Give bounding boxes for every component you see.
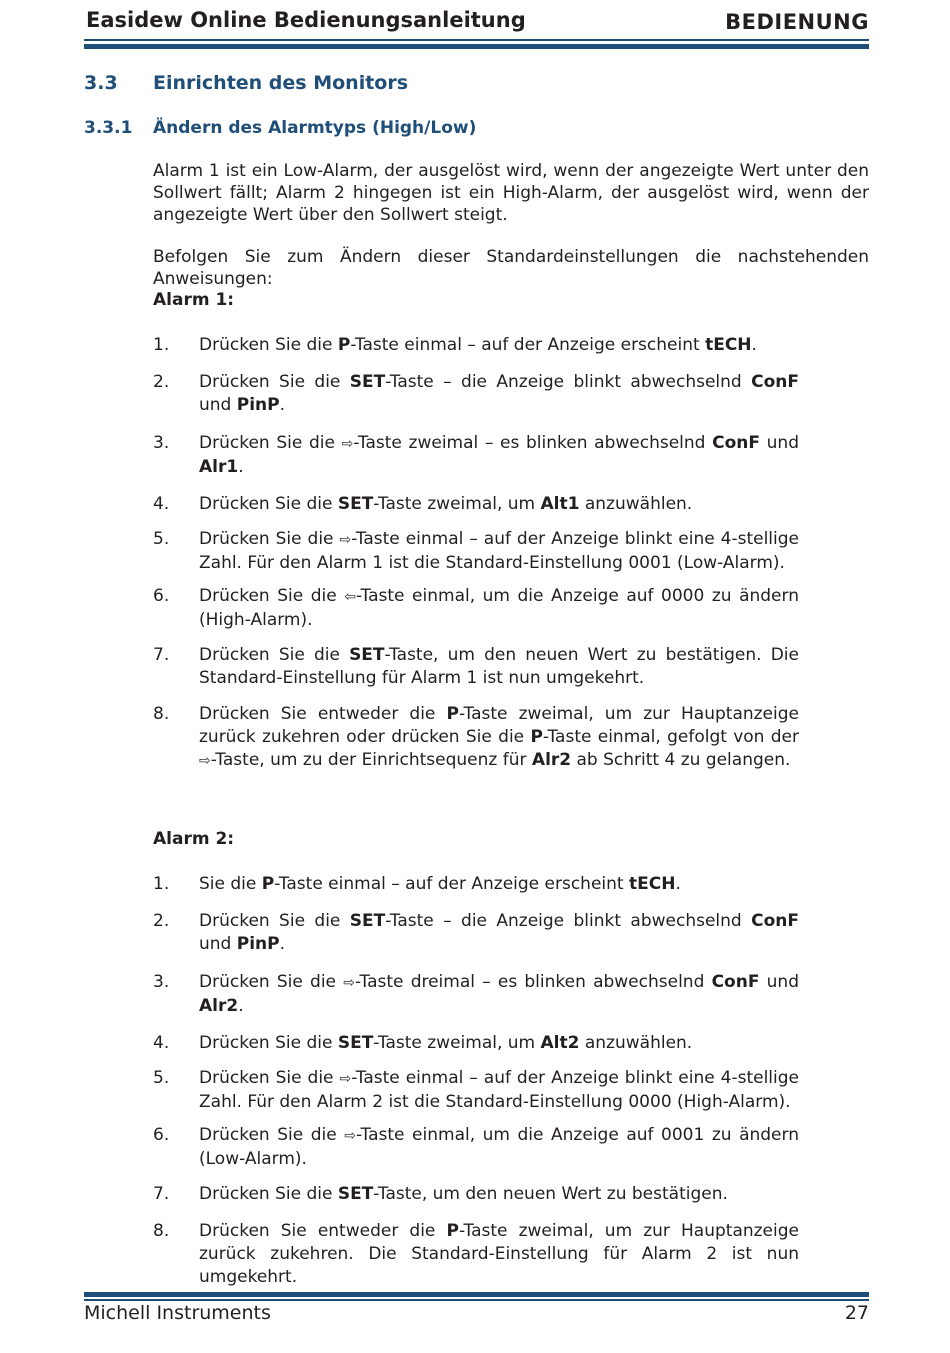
step-text-run: . — [238, 457, 244, 477]
step-text-run: Drücken Sie die — [199, 911, 350, 931]
step-text-run: und — [199, 395, 237, 415]
step-text — [199, 1124, 799, 1171]
step-number: 1. — [153, 874, 170, 894]
key-label: tECH — [705, 335, 752, 355]
step-text-run: Drücken Sie die — [199, 1033, 338, 1053]
key-label: SET — [337, 1184, 374, 1204]
step-text-run: Drücken Sie die — [199, 1184, 338, 1204]
step-text-run: . — [751, 335, 757, 355]
step-text-run: und — [759, 972, 799, 992]
step-text-run: . — [279, 934, 286, 954]
key-label: ConF — [751, 911, 799, 931]
subsection-title: Ändern des Alarmtyps (High/Low) — [153, 118, 477, 138]
step-number: 7. — [153, 1184, 170, 1204]
step-text — [199, 703, 799, 773]
step-text — [199, 644, 799, 690]
key-label: SET — [349, 645, 385, 665]
key-label: Alr2 — [199, 996, 239, 1016]
step-text-run: -Taste zweimal, um zur Hauptanzeige zurück zukehren. Die Standard-Einstellung für Alarm 2 ist nun umgekehrt. — [199, 1221, 799, 1287]
step-text — [199, 910, 799, 956]
step-text-run: -Taste einmal, gefolgt von der — [542, 727, 799, 747]
step-text-run: Drücken Sie entweder die — [199, 1221, 447, 1241]
step-text-run: anzuwählen. — [579, 1033, 693, 1053]
step-number: 6. — [153, 1125, 170, 1145]
arrow-key-icon: ⇨ — [344, 1128, 356, 1144]
step-text-run: Drücken Sie die — [199, 335, 338, 355]
section-heading — [84, 72, 408, 94]
footer-company: Michell Instruments — [84, 1302, 271, 1324]
instruction-paragraph: Befolgen Sie zum Ändern dieser Standardeinstellungen die nachstehenden Anweisungen: — [153, 247, 869, 289]
step-number: 4. — [153, 494, 170, 514]
key-label: P — [446, 1221, 459, 1241]
step-text-run: Drücken Sie die — [199, 972, 344, 992]
alarm2-heading: Alarm 2: — [153, 829, 235, 849]
step-text — [199, 585, 799, 632]
footer-rule-thick — [84, 1292, 869, 1297]
key-label: P — [337, 335, 351, 355]
key-label: ConF — [712, 433, 760, 453]
key-label: Alt1 — [540, 494, 580, 514]
step-number: 2. — [153, 372, 170, 392]
key-label: SET — [349, 372, 386, 392]
step-text-run: -Taste – die Anzeige blinkt abwechselnd — [385, 372, 752, 392]
key-label: Alt2 — [540, 1033, 580, 1053]
step-text — [199, 528, 799, 575]
step-text — [199, 334, 799, 357]
arrow-key-icon: ⇦ — [344, 589, 356, 605]
key-label: SET — [349, 911, 386, 931]
step-text-run: -Taste zweimal, um zur Hauptanzeige zurück zukehren oder drücken Sie die — [199, 704, 799, 747]
step-text-run: Drücken Sie die — [199, 1068, 340, 1088]
key-label: P — [446, 704, 459, 724]
step-text-run: und — [199, 934, 237, 954]
step-text-run: Drücken Sie die — [199, 494, 338, 514]
step-text — [199, 432, 799, 479]
step-text-run: -Taste zweimal – es blinken abwechselnd — [353, 433, 713, 453]
step-text-run: Drücken Sie entweder die — [199, 704, 447, 724]
subsection-heading — [84, 118, 476, 138]
step-number: 5. — [153, 1068, 170, 1088]
arrow-key-icon: ⇨ — [199, 753, 211, 769]
step-text-run: -Taste dreimal – es blinken abwechselnd — [354, 972, 712, 992]
arrow-key-icon: ⇨ — [339, 532, 352, 548]
step-text-run: -Taste einmal – auf der Anzeige blinkt eine 4-stellige Zahl. Für den Alarm 1 ist die Standard-Einstellung 0001 (Low-Alarm). — [199, 529, 799, 573]
step-text-run: Drücken Sie die — [199, 433, 342, 453]
step-number: 5. — [153, 529, 170, 549]
key-label: P — [261, 874, 275, 894]
step-text-run: Drücken Sie die — [199, 372, 350, 392]
step-number: 7. — [153, 645, 170, 665]
step-text — [199, 1183, 799, 1206]
step-number: 4. — [153, 1033, 170, 1053]
page-header — [84, 6, 869, 52]
section-label: BEDIENUNG — [725, 10, 869, 34]
key-label: Alr1 — [199, 457, 239, 477]
step-text — [199, 1067, 799, 1114]
step-text — [199, 493, 799, 516]
step-number: 3. — [153, 433, 170, 453]
step-text-run: Sie die — [199, 874, 262, 894]
step-text-run: anzuwählen. — [579, 494, 693, 514]
step-text-run: -Taste – die Anzeige blinkt abwechselnd — [385, 911, 752, 931]
step-text-run: . — [279, 395, 286, 415]
step-text-run: Drücken Sie die — [199, 1125, 345, 1145]
step-number: 8. — [153, 1221, 170, 1241]
step-text — [199, 1032, 799, 1055]
step-text-run: -Taste zweimal, um — [373, 494, 541, 514]
arrow-key-icon: ⇨ — [339, 1071, 352, 1087]
section-title: Einrichten des Monitors — [153, 72, 409, 94]
step-text-run: Drücken Sie die — [199, 645, 350, 665]
step-text-run: -Taste, um den neuen Wert zu bestätigen. Die Standard-Einstellung für Alarm 1 ist nun umgekehrt. — [199, 645, 799, 688]
step-text — [199, 371, 799, 417]
step-text-run: . — [675, 874, 681, 894]
step-text-run: . — [238, 996, 244, 1016]
key-label: SET — [337, 1033, 374, 1053]
step-text-run: -Taste, um den neuen Wert zu bestätigen. — [373, 1184, 728, 1204]
step-number: 2. — [153, 911, 170, 931]
arrow-key-icon: ⇨ — [343, 975, 355, 991]
step-number: 1. — [153, 335, 170, 355]
intro-paragraph: Alarm 1 ist ein Low-Alarm, der ausgelöst wird, wenn der angezeigte Wert unter den Sollwert fällt; Alarm 2 hingegen ist ein High-Alarm, der ausgelöst wird, wenn der angezeigte Wert über den Sollwert steigt. — [153, 161, 869, 225]
step-text-run: ab Schritt 4 zu gelangen. — [571, 750, 791, 770]
step-number: 8. — [153, 704, 170, 724]
header-rule-thin — [84, 39, 869, 41]
page-number: 27 — [844, 1302, 869, 1324]
step-text-run: Drücken Sie die — [199, 586, 345, 606]
page-footer — [84, 1292, 869, 1332]
footer-rule-thin — [84, 1299, 869, 1301]
step-text-run: -Taste zweimal, um — [373, 1033, 541, 1053]
step-text — [199, 1220, 799, 1289]
step-text-run: -Taste einmal – auf der Anzeige erscheint — [274, 874, 629, 894]
key-label: tECH — [629, 874, 676, 894]
arrow-key-icon: ⇨ — [341, 436, 354, 452]
step-text-run: -Taste einmal, um die Anzeige auf 0000 zu ändern (High-Alarm). — [199, 586, 799, 630]
key-label: PinP — [236, 934, 280, 954]
key-label: PinP — [236, 395, 280, 415]
step-text-run: und — [760, 433, 799, 453]
step-text — [199, 873, 799, 896]
step-text-run: -Taste einmal – auf der Anzeige erscheint — [350, 335, 706, 355]
section-number: 3.3 — [84, 72, 118, 94]
alarm1-heading: Alarm 1: — [153, 290, 235, 310]
key-label: P — [530, 727, 543, 747]
step-text-run: -Taste, um zu der Einrichtsequenz für — [210, 750, 532, 770]
step-number: 6. — [153, 586, 170, 606]
step-text-run: Drücken Sie die — [199, 529, 340, 549]
key-label: SET — [337, 494, 374, 514]
key-label: Alr2 — [531, 750, 572, 770]
step-text-run: -Taste einmal, um die Anzeige auf 0001 zu ändern (Low-Alarm). — [199, 1125, 799, 1169]
key-label: ConF — [711, 972, 760, 992]
subsection-number: 3.3.1 — [84, 118, 133, 138]
step-text-run: -Taste einmal – auf der Anzeige blinkt eine 4-stellige Zahl. Für den Alarm 2 ist die Standard-Einstellung 0000 (High-Alarm). — [199, 1068, 799, 1112]
step-text — [199, 971, 799, 1018]
key-label: ConF — [751, 372, 799, 392]
header-rule-thick — [84, 44, 869, 49]
step-number: 3. — [153, 972, 170, 992]
document-title: Easidew Online Bedienungsanleitung — [86, 8, 526, 32]
